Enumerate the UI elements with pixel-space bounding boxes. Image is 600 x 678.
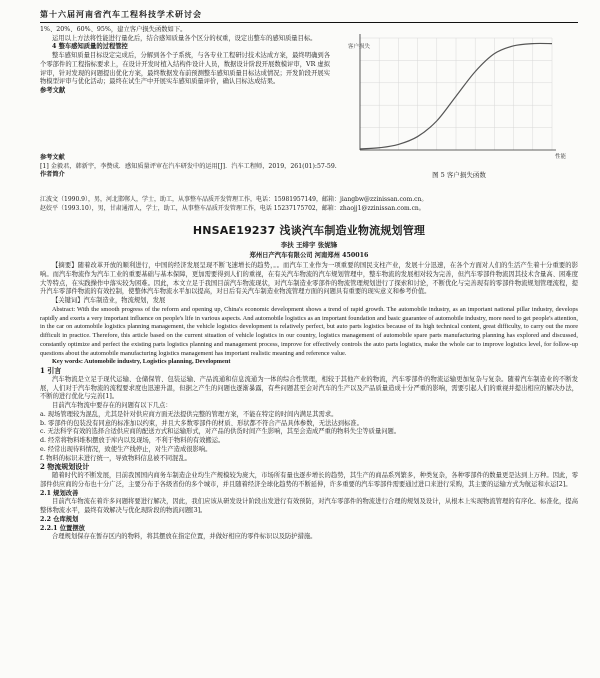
paragraph: 合理规划保存在暂存区内的物料，将其摆放在指定位置，并做好相应的零件标识以及防护措施。 <box>52 533 317 541</box>
reference-item: [1] 金毅君，韩新宇，李赞成．感知质量评审在汽车研发中的运用[J]．汽车工程师，2019，261(01):57-59. <box>40 162 337 170</box>
references <box>40 154 578 180</box>
subsection-heading: 2.1 规划改善 <box>40 489 79 497</box>
author-bio: 江波文（1990.9），男，河北邯郸人，学士，助工，从事整车品质开发管理工作，电话：15981957149，邮箱：jiangbw@zzinissan.com.cn。 <box>40 196 428 203</box>
list-item: d. 经常将物料堆积摆放于库内以及现场，不利于物料的有效搬运。 <box>40 437 225 444</box>
article-affiliation: 郑州日产汽车有限公司 河南郑州 450016 <box>249 252 369 259</box>
author-bio-heading: 作者简介 <box>40 171 65 179</box>
section-heading: 2 物流规划设计 <box>40 462 90 472</box>
running-header: 第十六届河南省汽车工程科技学术研讨会 <box>40 8 578 23</box>
subsection-heading: 2.2.1 位置摆放 <box>40 524 85 532</box>
x-axis-label: 性能 <box>555 154 567 160</box>
list-item: c. 无法科学有效的选择合适供应商的配送方式和运输形式，对产品的供货时间产生影响，其至会造成严重的物料失尘等质量问题。 <box>40 428 401 436</box>
references-heading: 参考文献 <box>40 154 65 161</box>
article-authors: 李扶 王绯宇 张妮锋 <box>280 241 338 249</box>
paragraph: 汽车物流是立足于现代运输、仓储保管、包装运输、产品流通和信息流通为一体的综合性管理，相较于其他产业的物流，汽车零部件的物流运输更加复杂与复杂。随着汽车制造业的不断发展，人们对于汽车物流的流程要求度也迅速升温，但据之产生的问题也逐渐暴露，有些问题甚至会对汽车的生产以及产品质量造成十分严重的影响，需要引起人们的重视并提出相应的解决办法，不断的进行优化与完善[1]。 <box>40 375 578 401</box>
section-heading: 1 引言 <box>40 366 62 375</box>
references-heading: 参考文献 <box>40 86 66 94</box>
paragraph: 目前汽车物流在着许多问题将要进行解决，因此，我们应该从研发设计阶段出发进行有效预防，对汽车零部件的物流进行合理的规划及设计，从根本上实现物流管理的有序化、标准化，提高整体物流水平，最终有效解决与优化现阶段的物流问题[3]。 <box>40 498 578 514</box>
author-bios <box>40 196 578 213</box>
keywords-cn: 【关键词】汽车制造业，物流规划，发展 <box>52 297 166 304</box>
author-bio: 赵姣平（1993.10），男，甘肃通渭人，学士，助工，从事整车品质开发管理工作，电话 15237175702，邮箱：zhaojj1@zzinissan.com.cn。 <box>40 204 425 212</box>
paragraph: 1%、20%、60%、95%，建立客户损失函数如下。 <box>40 26 187 33</box>
paragraph: 随着时代的不断发展，目前我国国内商务车制造企业均生产规模较为庞大，市场所有量也逐步增长的趋势，其生产的商品系列繁多，种类复杂，各种零部件的数量更是达到上万种。因此，零部件供应商的分布也十分广泛，主要分布于各级省份的多个城市，并且随着经济全球化趋势的不断延伸，许多重要的汽车零部件需要通过进口来进行采购，其主要的运输方式为航运和水运[2]。 <box>40 472 578 488</box>
article-body <box>40 262 578 542</box>
subsection-heading: 2.2 仓库规划 <box>40 515 79 523</box>
article-title: HNSAE19237 浅谈汽车制造业物流规划管理 <box>192 224 426 237</box>
list-item: b. 零部件的包装没有同意的标准加以约束，并且大多数零部件的材质、形状都不符合产品具体参数，无法达到标准。 <box>40 419 363 427</box>
keywords-en: Key words: Automobile industry, Logistics planning, Development <box>52 358 231 366</box>
y-axis-label: 客户损失 <box>348 44 371 50</box>
customer-loss-chart <box>340 26 578 164</box>
paragraph: 目前汽车物流中要存在的问题有以下几点： <box>52 402 172 409</box>
list-item: f. 物料的标识未进行统一，导致物料信息被不同混乱。 <box>40 454 191 462</box>
figure-caption: 图 5 客户损失函数 <box>432 171 486 179</box>
chart-axes <box>360 34 556 150</box>
left-column <box>40 26 330 96</box>
abstract-cn: 【摘要】随着改革开放的顺利进行，中国的经济发展呈现不断飞速增长的趋势，。。而汽车工业作为一项重要的国民支柱产业，发展十分迅速，在各个方面对人们的生活产生着十分重要的影响。而汽车物流作为汽车工业的重要基础与基本保障，更加需要得到人们的重视，在有关汽车物流的汽车规划管理中，整车物流的发展相对较为完善，但汽车零部件物流因其技术含量高、困难度大等特点，在实践操作中落实较为困难。因此，本文立足于我国目前汽车物流现状，对汽车制造业零部件的物流管理规划进行了探索和讨论，不断优化与完善现有的零部件物流规划管理流程，提升汽车零部件物流的有效控制，使整体汽车物流水平加以提高，对日后有关汽车制造业物流管理方面的问题具有重要的现实意义和参考价值。 <box>40 262 578 296</box>
chart-grid <box>360 38 552 150</box>
paragraph: 运用以上方法将性能进行量化后，结合感知质量各个区分的权重，设定出整车的感知质量目标。 <box>52 34 317 42</box>
list-item: a. 现场管理较为混乱，尤其是针对供应商方面无法提供完整的管理方案，不能在特定的时间内满足其需求。 <box>40 410 338 418</box>
paragraph: 整车感知质量目标设定完成后，分解到各个子系统，与各专业工程研讨技术达成方案，最终明确到各个零部件的工程指标要求上，在设计开发时植入结构件设计人员，数据设计阶段开展数模评审，VR 虚拟评审，针对发现的问题提出优化方案，最终数据发布前预测整车感知质量目标达成情况；开发阶段开展实物模型评审与优化活动；最终在试生产中开展实车感知质量评价，确认目标达成结果。 <box>40 52 330 86</box>
section-heading: 4 整车感知质量的过程管控 <box>52 43 128 51</box>
abstract-en: Abstract: With the smooth progress of the reform and opening up, China's economic development shows a trend of rapid growth. The automobile industry, as an important national pillar industry, develops rapidly and exerts a very important influence on people's life in various aspects. And automobile logistics as an important foundation and basic guarantee of automobile industry, more need to get people's attention, in the car on automobile logistics planning management, the vehicle logistics development is relatively perfect, but auto parts logistics because of its high technical content, great difficulty, to carry out the more difficult in practice. Therefore, this article based on the current situation of vehicle logistics in our country, logistics management of automobile spare parts manufacturing planning has explored and discussed, constantly optimize and perfect the existing parts logistics planning and management process, improve for effectively controls the auto parts logistics, make the whole car to improve logistics level, for follow-up questions about the automobile manufacturing logistics management has important realistic meaning and reference value. <box>40 305 578 357</box>
list-item: e. 经常出现待料情况，致使生产线停止，对生产造成很影响。 <box>40 445 212 453</box>
